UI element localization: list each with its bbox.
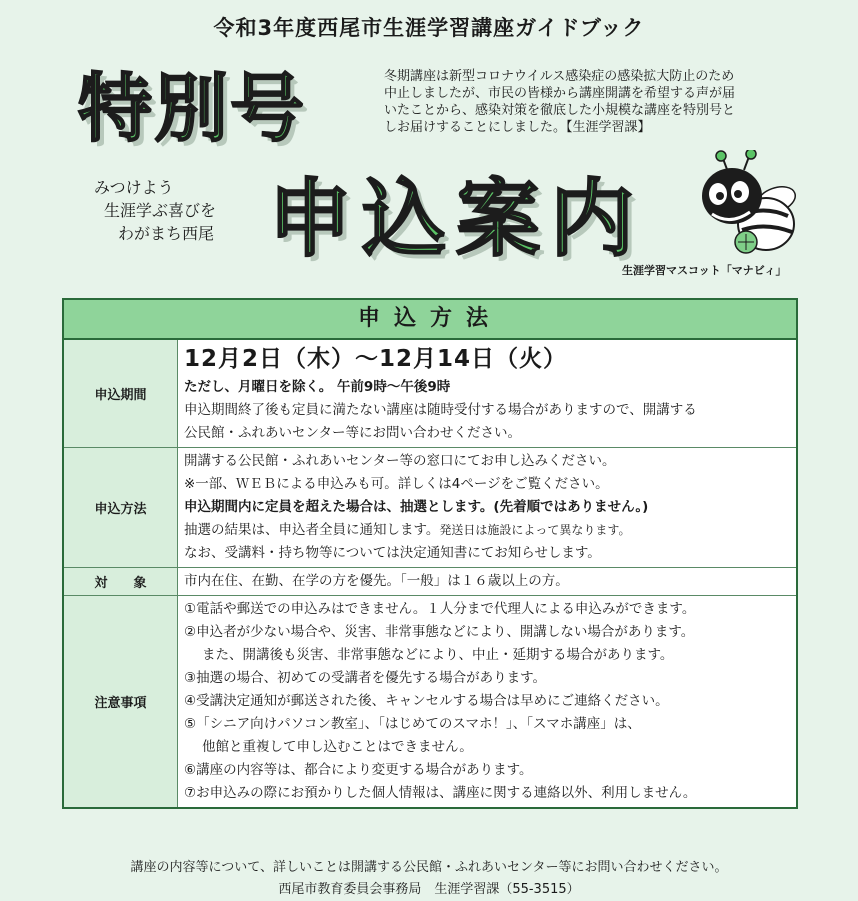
notes-label: 注意事項 [64, 596, 178, 807]
intro-paragraph [384, 68, 804, 136]
intro-line: しお届けすることにしました。【生涯学習課】 [384, 120, 651, 135]
notes-content [178, 596, 796, 807]
list-item: ⑥講座の内容等は、都合により変更する場合があります。 [184, 762, 533, 778]
list-item: 他館と重複して申し込むことはできません。 [202, 739, 473, 755]
method-line: 開講する公民館・ふれあいセンター等の窓口にてお申し込みください。 [184, 453, 616, 469]
method-line: ※一部、ＷＥＢによる申込みも可。詳しくは4ページをご覧ください。 [184, 476, 609, 492]
application-dates: 12月2日（木）～12月14日（火） [184, 346, 568, 372]
inquiry-note: 講座の内容等について、詳しいことは開講する公民館・ふれあいセンター等にお問い合わせください。 [130, 860, 728, 875]
list-item: ⑤「シニア向けパソコン教室」、「はじめてのスマホ！」、「スマホ講座」は、 [184, 716, 641, 732]
shipping-date-note: 発送日は施設によって異なります。 [439, 523, 631, 537]
guidebook-title: 令和3年度西尾市生涯学習講座ガイドブック [213, 16, 645, 40]
lottery-result-note: 抽選の結果は、申込者全員に通知します。 [184, 522, 440, 538]
method-line [184, 519, 796, 542]
list-item: ⑦お申込みの際にお預かりした個人情報は、講座に関する連絡以外、利用しません。 [184, 785, 697, 801]
lottery-note: 申込期間内に定員を超えた場合は、抽選とします。(先着順ではありません。) [184, 499, 649, 515]
intro-line: 冬期講座は新型コロナウイルス感染症の感染拡大防止のため [384, 69, 735, 84]
period-note: 公民館・ふれあいセンター等にお問い合わせください。 [184, 425, 521, 441]
intro-line: 中止しましたが、市民の皆様から講座開講を希望する声が届 [384, 86, 736, 101]
special-issue-heading: 特別号 [78, 66, 306, 152]
slogan-line: みつけよう [94, 178, 174, 197]
target-label: 対 象 [64, 568, 178, 595]
period-hours: ただし、月曜日を除く。 午前9時～午後9時 [184, 379, 451, 395]
slogan-line: わがまち西尾 [118, 224, 215, 243]
list-item: ②申込者が少ない場合や、災害、非常事態などにより、開講しない場合があります。 [184, 624, 695, 640]
bee-mascot-icon [688, 150, 803, 260]
contact-info: 西尾市教育委員会事務局 生涯学習課（55-3515） [278, 882, 580, 897]
mascot-caption: 生涯学習マスコット「マナビィ」 [622, 264, 787, 277]
table-row-target [64, 568, 796, 596]
table-row-period [64, 340, 796, 448]
method-content [178, 448, 796, 567]
list-item: ③抽選の場合、初めての受講者を優先する場合があります。 [184, 670, 547, 686]
method-line: なお、受講料・持ち物等については決定通知書にてお知らせします。 [184, 545, 601, 561]
period-note: 申込期間終了後も定員に満たない講座は随時受付する場合がありますので、開講する [184, 402, 697, 418]
period-content [178, 340, 796, 447]
slogan-line: 生涯学ぶ喜びを [104, 201, 217, 220]
period-label: 申込期間 [64, 340, 178, 447]
list-item: また、開講後も災害、非常事態などにより、中止・延期する場合があります。 [202, 647, 674, 663]
list-item: ④受講決定通知が郵送された後、キャンセルする場合は早めにご連絡ください。 [184, 693, 669, 709]
target-text: 市内在住、在勤、在学の方を優先。「一般」は１６歳以上の方。 [184, 573, 569, 589]
intro-line: いたことから、感染対策を徹底した小規模な講座を特別号と [384, 103, 736, 118]
application-guide-heading: 申込案内 [268, 170, 645, 268]
target-content [178, 568, 796, 595]
slogan [94, 176, 216, 245]
application-method-table [62, 298, 798, 809]
table-row-notes [64, 596, 796, 807]
table-title: 申込方法 [64, 300, 796, 340]
list-item: ①電話や郵送での申込みはできません。１人分まで代理人による申込みができます。 [184, 601, 696, 617]
method-label: 申込方法 [64, 448, 178, 567]
table-row-method [64, 448, 796, 568]
